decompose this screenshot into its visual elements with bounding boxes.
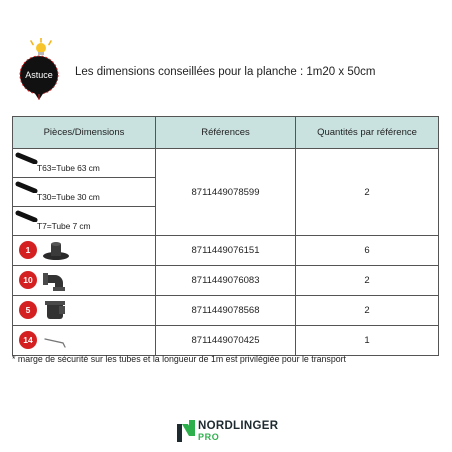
parts-table bbox=[12, 116, 439, 356]
table-row bbox=[13, 296, 439, 326]
header-pieces: Pièces/Dimensions bbox=[13, 117, 156, 149]
part-number-badge: 1 bbox=[19, 241, 37, 259]
fitting-reference: 8711449078568 bbox=[156, 296, 296, 326]
header-quantities: Quantités par référence bbox=[296, 117, 439, 149]
tube-label: T7=Tube 7 cm bbox=[37, 221, 91, 231]
table-header-row bbox=[13, 117, 439, 149]
fitting-reference: 8711449070425 bbox=[156, 326, 296, 356]
elbow-fitting-icon bbox=[41, 269, 71, 291]
logo-name: NORDLINGER bbox=[198, 420, 279, 432]
fitting-reference: 8711449076151 bbox=[156, 236, 296, 266]
table-row bbox=[13, 236, 439, 266]
tip-text: Les dimensions conseillées pour la planche : 1m20 x 50cm bbox=[75, 66, 376, 78]
flange-fitting-icon bbox=[41, 239, 71, 261]
nordlinger-logo-icon bbox=[176, 420, 196, 442]
table-row bbox=[13, 266, 439, 296]
tubes-quantity: 2 bbox=[296, 149, 439, 236]
logo-sub: PRO bbox=[198, 432, 220, 442]
tube-icon bbox=[15, 181, 39, 193]
fitting-quantity: 6 bbox=[296, 236, 439, 266]
tube-icon bbox=[15, 210, 39, 222]
hex-key-icon bbox=[41, 329, 71, 351]
tubes-reference: 8711449078599 bbox=[156, 149, 296, 236]
fitting-reference: 8711449076083 bbox=[156, 266, 296, 296]
fitting-quantity: 1 bbox=[296, 326, 439, 356]
tee-fitting-icon bbox=[41, 299, 71, 321]
tube-cell-t63 bbox=[13, 149, 156, 178]
table-row bbox=[13, 326, 439, 356]
tube-cell-t30 bbox=[13, 178, 156, 207]
fitting-cell-10 bbox=[13, 266, 156, 296]
fitting-cell-14 bbox=[13, 326, 156, 356]
fitting-cell-5 bbox=[13, 296, 156, 326]
footnote: * marge de sécurité sur les tubes et la longueur de 1m est privilégiée pour le transport bbox=[12, 354, 346, 364]
tube-label: T63=Tube 63 cm bbox=[37, 163, 100, 173]
fitting-quantity: 2 bbox=[296, 296, 439, 326]
tube-cell-t7 bbox=[13, 207, 156, 236]
part-number-badge: 10 bbox=[19, 271, 37, 289]
table-row bbox=[13, 149, 439, 178]
header-references: Références bbox=[156, 117, 296, 149]
tip-lightbulb-badge bbox=[12, 38, 68, 102]
part-number-badge: 14 bbox=[19, 331, 37, 349]
fitting-cell-1 bbox=[13, 236, 156, 266]
tube-label: T30=Tube 30 cm bbox=[37, 192, 100, 202]
lightbulb-icon bbox=[12, 38, 68, 102]
tube-icon bbox=[15, 152, 39, 164]
part-number-badge: 5 bbox=[19, 301, 37, 319]
fitting-quantity: 2 bbox=[296, 266, 439, 296]
tip-badge-label: Astuce bbox=[25, 70, 53, 80]
